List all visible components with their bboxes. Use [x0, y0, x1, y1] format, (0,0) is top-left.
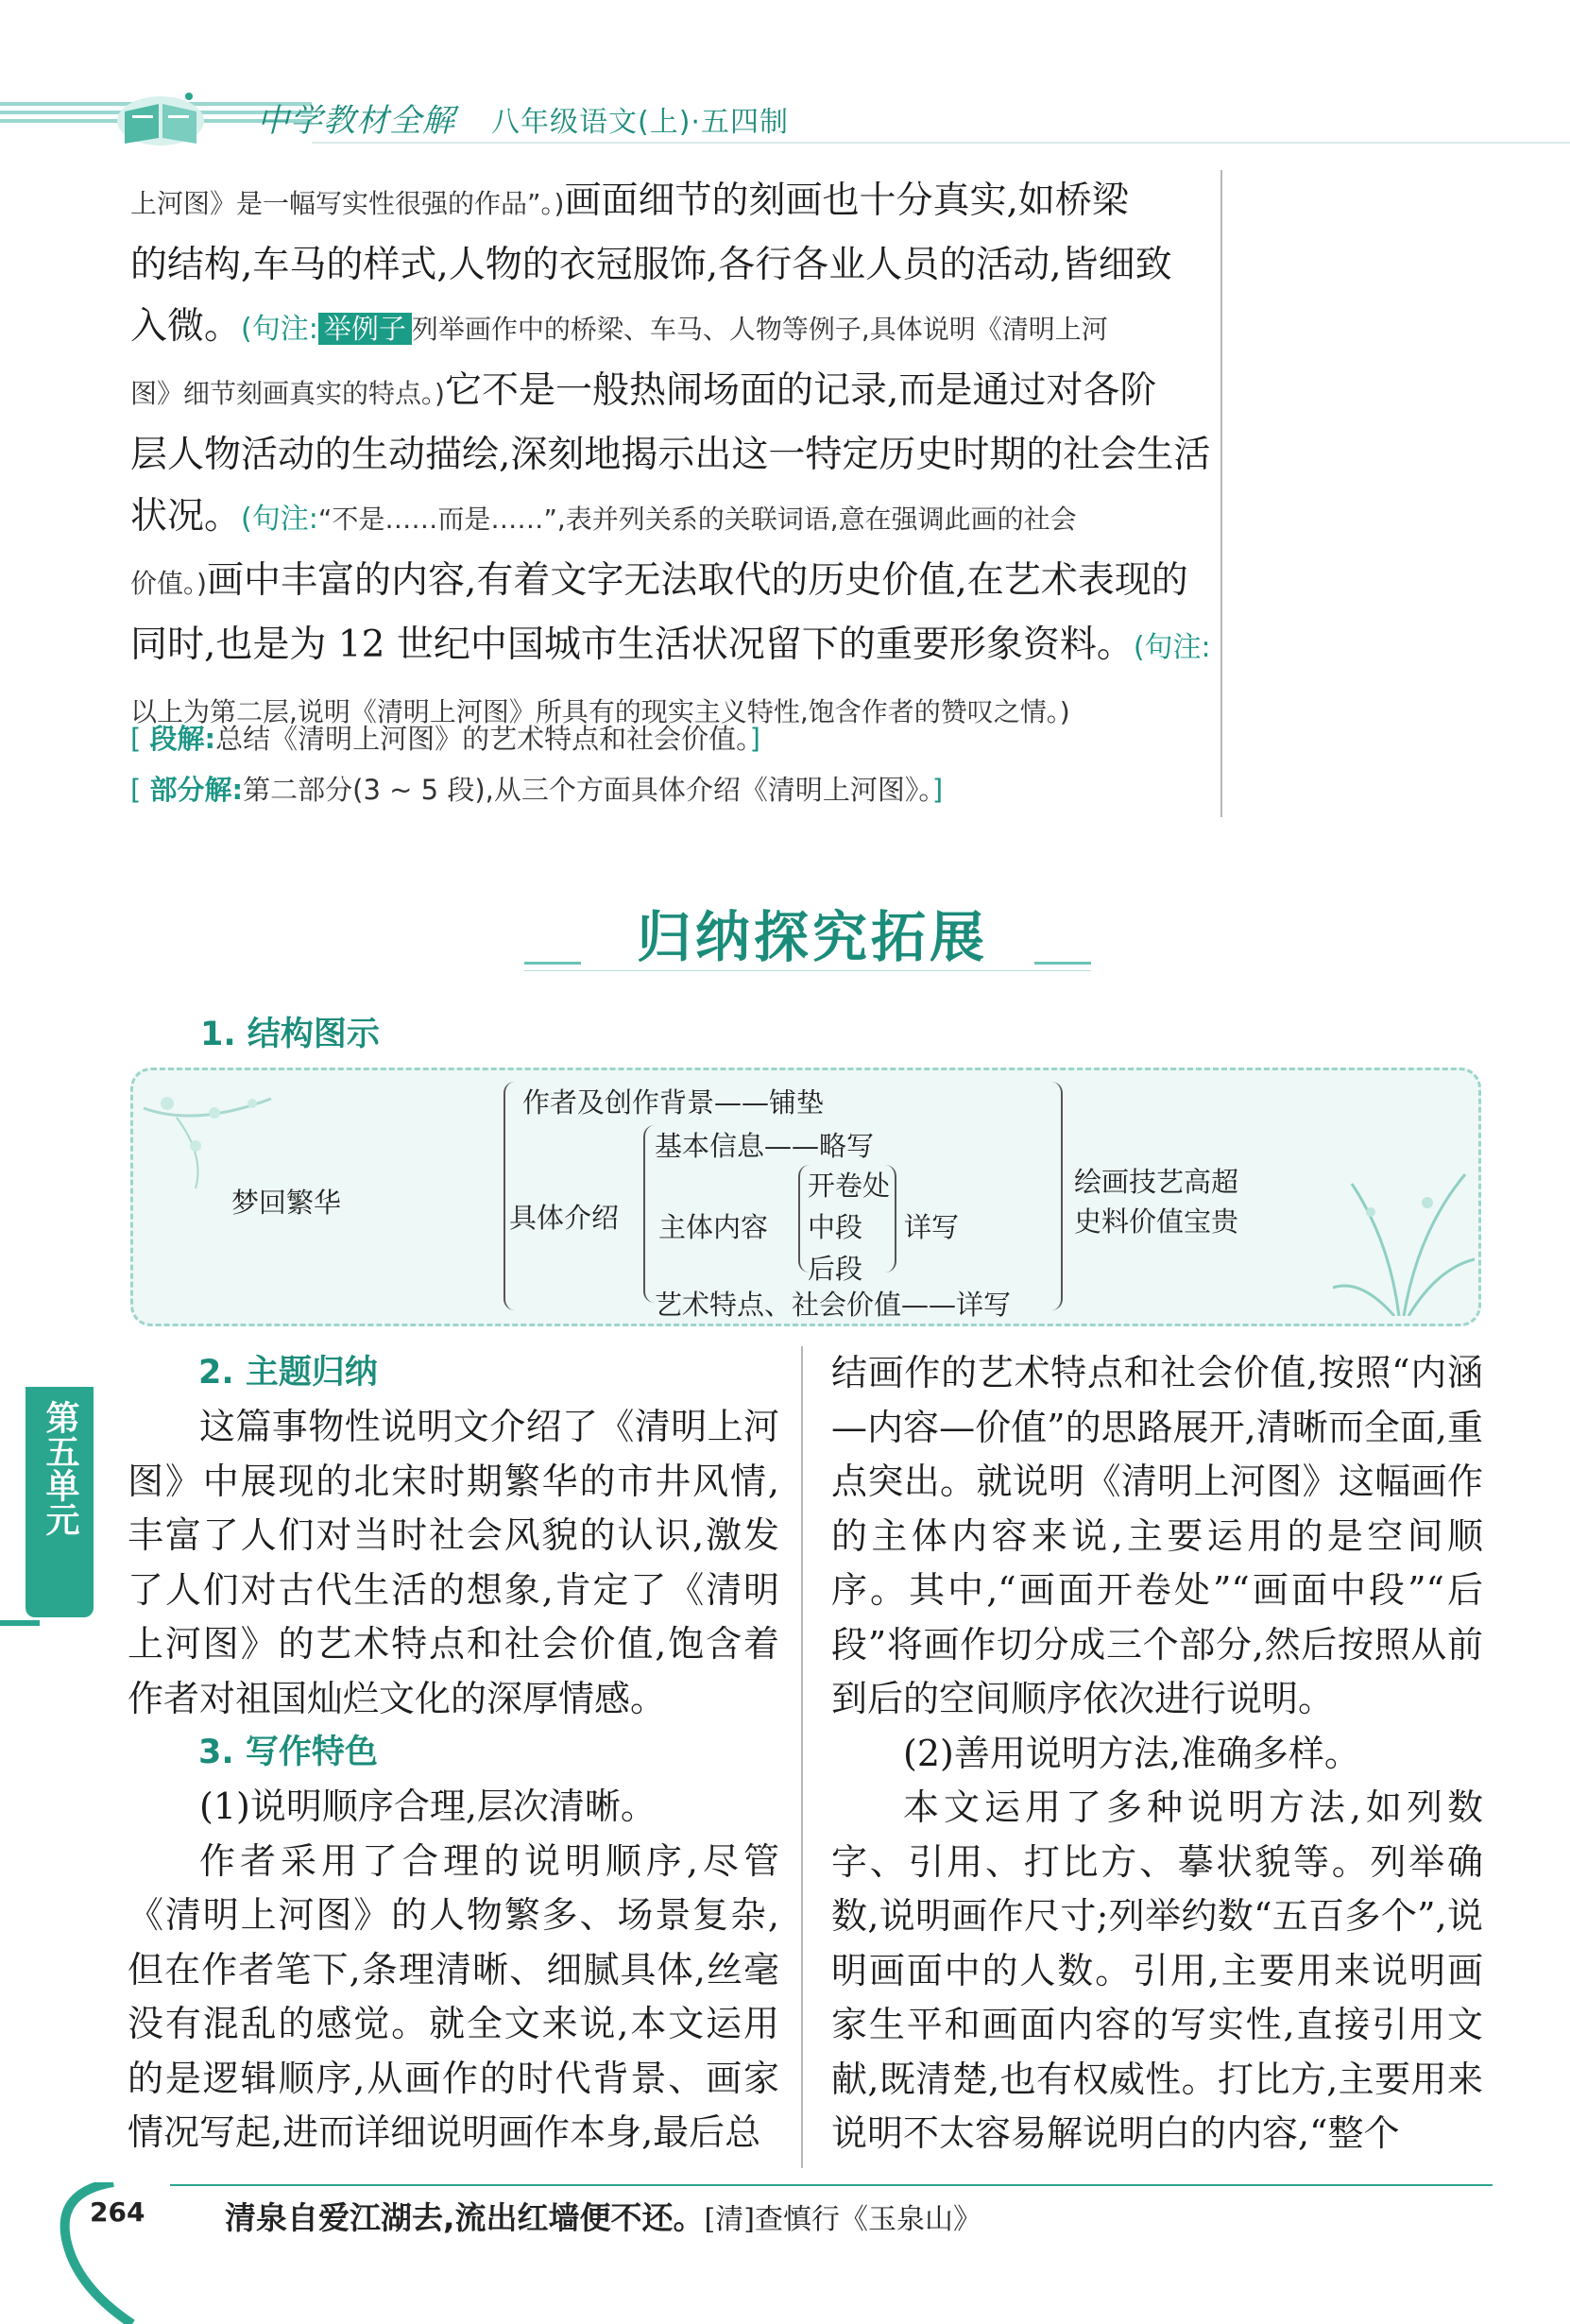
text-line: 以上为第二层,说明《清明上河图》所具有的现实主义特性,饱含作者的赞叹之情。) — [130, 696, 1070, 727]
grade-info: 八年级语文(上)·五四制 — [491, 106, 789, 139]
brace — [885, 1165, 896, 1273]
diagram-node: 具体介绍 — [509, 1202, 620, 1234]
example-tag: 举例子 — [318, 313, 412, 345]
diagram-node: 中段 — [808, 1211, 863, 1243]
title-deco-right — [1034, 962, 1091, 965]
structure-heading: 1. 结构图示 — [200, 1016, 380, 1053]
column-rule — [801, 1346, 803, 2168]
main-text-block — [130, 170, 1217, 743]
paragraph-note: [ 段解:总结《清明上河图》的艺术特点和社会价值。] — [130, 723, 760, 755]
orchid-icon — [1333, 1146, 1475, 1316]
footer-rule — [170, 2184, 1493, 2186]
plum-blossom-icon — [139, 1080, 281, 1193]
page-number: 264 — [90, 2196, 145, 2228]
section-title: 归纳探究拓展 — [636, 905, 988, 969]
right-column — [831, 1346, 1483, 2162]
structure-diagram — [130, 1068, 1481, 1326]
text-line: 层人物活动的生动描绘,深刻地揭示出这一特定历史时期的社会生活 — [130, 434, 1211, 476]
text-line: 同时,也是为 12 世纪中国城市生活状况留下的重要形象资料。(句注: — [130, 624, 1211, 666]
diagram-node: 艺术特点、社会价值——详写 — [655, 1289, 1012, 1321]
title-underline — [524, 970, 1091, 971]
header-rule — [312, 142, 1570, 144]
margin-rule — [1220, 170, 1222, 817]
brace — [1048, 1082, 1063, 1310]
text-line: 图》细节刻画真实的特点。)它不是一般热闹场面的记录,而是通过对各阶 — [130, 369, 1157, 412]
text-line: 状况。(句注:“不是……而是……”,表并列关系的关联词语,意在强调此画的社会 — [130, 495, 1077, 538]
text-line: 上河图》是一幅写实性很强的作品”。)画面细节的刻画也十分真实,如桥梁 — [130, 179, 1129, 222]
unit-tab: 第五单元 — [26, 1387, 94, 1617]
feature-title: (2)善用说明方法,准确多样。 — [903, 1732, 1360, 1774]
feature-paragraph: 本文运用了多种说明方法,如列数字、引用、打比方、摹状貌等。列举确数,说明画作尺寸;列举约数“五百多个”,说明画面中的人数。引用,主要用来说明画家生平和画面内容的写实性,直接引用文献,既清楚,也有权威性。打比方,主要用来说明不太容易解说明白的内容,“整个 — [831, 1786, 1483, 2154]
continued-paragraph: 结画作的艺术特点和社会价值,按照“内涵—内容—价值”的思路展开,清晰而全面,重点突出。就说明《清明上河图》这幅画作的主体内容来说,主要运用的是空间顺序。其中,“画面开卷处”“画面中段”“后段”将画作切分成三个部分,然后按照从前到后的空间顺序依次进行说明。 — [831, 1352, 1483, 1719]
tab-stripe — [0, 1620, 40, 1626]
paragraph-notes — [130, 713, 1217, 815]
footer-quote: 清泉自爱江湖去,流出红墙便不还。[清]查慎行《玉泉山》 — [225, 2199, 981, 2236]
diagram-node: 基本信息——略写 — [655, 1130, 875, 1162]
theme-paragraph: 这篇事物性说明文介绍了《清明上河图》中展现的北宋时期繁华的市井风情,丰富了人们对当时社会风貌的认识,激发了人们对古代生活的想象,肯定了《清明上河图》的艺术特点和社会价值,饱含着作者对祖国灿烂文化的深厚情感。 — [128, 1406, 779, 1719]
book-title: 中学教材全解 — [257, 102, 455, 140]
diagram-node: 后段 — [808, 1253, 863, 1285]
left-column — [128, 1346, 779, 2161]
text-line: 的结构,车马的样式,人物的衣冠服饰,各行各业人员的活动,皆细致 — [130, 244, 1172, 286]
brace — [503, 1082, 519, 1310]
features-heading: 3. 写作特色 — [198, 1734, 378, 1771]
diagram-conclusion: 绘画技艺高超 — [1074, 1166, 1239, 1198]
diagram-node: 开卷处 — [808, 1170, 891, 1202]
book-logo-icon — [113, 83, 208, 149]
diagram-conclusion: 史料价值宝贵 — [1074, 1205, 1239, 1238]
theme-heading: 2. 主题归纳 — [198, 1354, 378, 1392]
diagram-node: 主体内容 — [658, 1211, 769, 1243]
diagram-node: 作者及创作背景——铺垫 — [522, 1086, 825, 1119]
diagram-root: 梦回繁华 — [231, 1187, 342, 1219]
text-line: 价值。)画中丰富的内容,有着文字无法取代的历史价值,在艺术表现的 — [130, 559, 1188, 602]
part-note: [ 部分解:第二部分(3 ~ 5 段),从三个方面具体介绍《清明上河图》。] — [130, 774, 944, 806]
feature-title: (1)说明顺序合理,层次清晰。 — [199, 1786, 657, 1827]
diagram-node: 详写 — [904, 1211, 960, 1243]
text-line: 入微。(句注: 举例子 列举画作中的桥梁、车马、人物等例子,具体说明《清明上河 — [130, 305, 1108, 348]
feature-paragraph: 作者采用了合理的说明顺序,尽管《清明上河图》的人物繁多、场景复杂,但在作者笔下,条理清晰、细腻具体,丝毫没有混乱的感觉。就全文来说,本文运用的是逻辑顺序,从画作的时代背景、画家情况写起,进而详细说明画作本身,最后总 — [128, 1839, 779, 2153]
